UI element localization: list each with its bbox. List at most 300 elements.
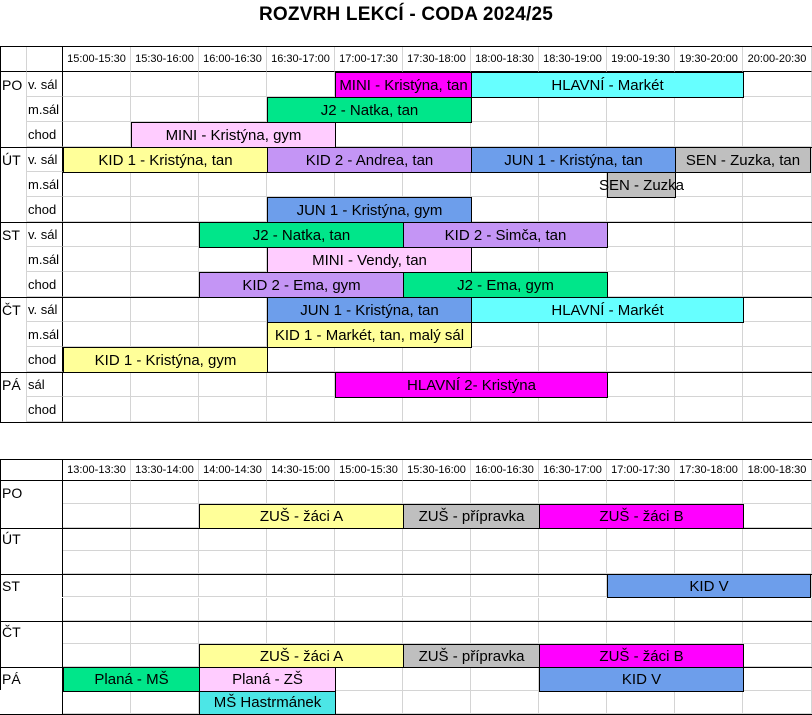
- section1-grid-cell: [131, 172, 199, 197]
- section2-grid-cell: [199, 528, 267, 551]
- section1-grid-cell: [471, 197, 539, 222]
- section2-grid-cell: [607, 621, 675, 644]
- section1-grid-cell: [199, 197, 267, 222]
- section1-time-header: 17:00-17:30: [335, 46, 403, 72]
- section2-row: [0, 574, 812, 597]
- section1-row: [0, 97, 812, 122]
- section2-time-header: 14:30-15:00: [267, 459, 335, 481]
- section1-grid-cell: [63, 97, 131, 122]
- section2-grid-cell: [403, 574, 471, 597]
- section1-grid-cell: [403, 397, 471, 422]
- section1-grid-cell: [63, 247, 131, 272]
- section2-day-label: [0, 598, 63, 621]
- section1-grid-cell: [199, 247, 267, 272]
- section1-grid-cell: [471, 397, 539, 422]
- section1-time-header: 19:00-19:30: [607, 46, 675, 72]
- section2-grid-cell: [335, 481, 403, 504]
- section1-grid-cell: [539, 322, 607, 347]
- section1-row: [0, 347, 812, 372]
- section1-grid-cell: [403, 122, 471, 147]
- section1-day-label: ST: [0, 222, 27, 247]
- section1-day-label: [0, 247, 27, 272]
- section1-grid-cell: [743, 347, 812, 372]
- section1-room-label: v. sál: [27, 297, 63, 322]
- section1-grid-cell: [539, 122, 607, 147]
- section2-grid-cell: [131, 644, 199, 667]
- section1-grid-cell: [607, 197, 675, 222]
- section2-grid-cell: [63, 691, 131, 714]
- section1-lesson-block[interactable]: KID 1 - Kristýna, tan: [63, 147, 268, 173]
- section2-grid-cell: [131, 528, 199, 551]
- section2-grid-cell: [675, 598, 743, 621]
- section2-grid-cell: [743, 667, 812, 690]
- section1-day-label: ČT: [0, 297, 27, 322]
- section1-lesson-block[interactable]: J2 - Natka, tan: [267, 97, 472, 123]
- section1-grid-cell: [675, 372, 743, 397]
- section1-time-header: 16:00-16:30: [199, 46, 267, 72]
- section1-grid-cell: [63, 397, 131, 422]
- section2-row: [0, 504, 812, 527]
- section1-grid-cell: [199, 397, 267, 422]
- section1-grid-cell: [199, 372, 267, 397]
- section2-grid-cell: [539, 528, 607, 551]
- section2-time-header: 14:00-14:30: [199, 459, 267, 481]
- section1-lesson-block[interactable]: KID 1 - Markét, tan, malý sál: [267, 322, 472, 348]
- section2-grid-cell: [471, 621, 539, 644]
- section1-day-label: PO: [0, 72, 27, 97]
- section1-day-label: [0, 322, 27, 347]
- section2-time-header: 13:00-13:30: [63, 459, 131, 481]
- section1-grid-cell: [607, 347, 675, 372]
- section1-grid-cell: [131, 222, 199, 247]
- section1-row: [0, 72, 812, 97]
- section1-grid-cell: [131, 97, 199, 122]
- section1-time-header: 18:30-19:00: [539, 46, 607, 72]
- section1-grid-cell: [63, 297, 131, 322]
- section2-grid-cell: [63, 644, 131, 667]
- section2-grid-cell: [131, 551, 199, 574]
- section1-grid-cell: [607, 247, 675, 272]
- section1-lesson-block[interactable]: HLAVNÍ - Markét: [471, 297, 744, 323]
- section2-grid-cell: [63, 528, 131, 551]
- section2-grid-cell: [403, 481, 471, 504]
- section1-grid-cell: [199, 297, 267, 322]
- section1-grid-cell: [539, 172, 607, 197]
- section1-grid-cell: [743, 297, 812, 322]
- section1-day-label: [0, 97, 27, 122]
- section1-lesson-block[interactable]: MINI - Vendy, tan: [267, 247, 472, 273]
- section1-grid-cell: [675, 172, 743, 197]
- section1-grid-cell: [267, 172, 335, 197]
- section2-header-row: [0, 459, 812, 481]
- section2-grid-cell: [63, 504, 131, 527]
- section2-grid-cell: [267, 481, 335, 504]
- section2-day-separator: [0, 621, 812, 622]
- section2-day-label: ÚT: [0, 528, 63, 551]
- section2-grid-cell: [131, 504, 199, 527]
- section1-grid-cell: [131, 197, 199, 222]
- section2-day-label: [0, 691, 63, 714]
- section2-time-header: 15:00-15:30: [335, 459, 403, 481]
- section1-grid-cell: [539, 247, 607, 272]
- section2-grid-cell: [471, 551, 539, 574]
- section1-lesson-block[interactable]: MINI - Kristýna, tan: [335, 72, 472, 98]
- section1-grid-cell: [63, 122, 131, 147]
- section2-grid-cell: [199, 481, 267, 504]
- section2-row: [0, 667, 812, 690]
- section2-corner-cell: [0, 459, 63, 481]
- section2-grid-cell: [675, 528, 743, 551]
- section1-grid-cell: [267, 72, 335, 97]
- section1-time-header: 16:30-17:00: [267, 46, 335, 72]
- section2-grid-cell: [131, 481, 199, 504]
- section1-grid-cell: [199, 72, 267, 97]
- section1-grid-cell: [63, 72, 131, 97]
- section2-grid-cell: [471, 667, 539, 690]
- section2-grid-cell: [471, 598, 539, 621]
- section1-lesson-block[interactable]: SEN - Zuzka, tan: [675, 147, 811, 173]
- section2-row: [0, 691, 812, 714]
- section2-grid-cell: [335, 621, 403, 644]
- section1-room-label: m.sál: [27, 172, 63, 197]
- section1-room-label: v. sál: [27, 72, 63, 97]
- section2-grid-cell: [539, 598, 607, 621]
- section1-grid-cell: [675, 122, 743, 147]
- section1-grid-cell: [607, 272, 675, 297]
- section2-grid-cell: [335, 598, 403, 621]
- section1-grid-cell: [675, 397, 743, 422]
- section1-room-label: chod: [27, 347, 63, 372]
- section1-grid-cell: [63, 322, 131, 347]
- section2-grid-cell: [403, 667, 471, 690]
- section1-lesson-block[interactable]: KID 1 - Kristýna, gym: [63, 347, 268, 373]
- section1-grid-cell: [743, 397, 812, 422]
- section2-grid-cell: [199, 551, 267, 574]
- section1-grid-cell: [131, 322, 199, 347]
- section2-lesson-block[interactable]: ZUŠ - žáci A: [199, 504, 404, 528]
- section1-grid-cell: [607, 322, 675, 347]
- section1-lesson-block[interactable]: HLAVNÍ - Markét: [471, 72, 744, 98]
- section2-row: [0, 528, 812, 551]
- page-title: ROZVRH LEKCÍ - CODA 2024/25: [259, 4, 553, 25]
- section1-grid-cell: [675, 247, 743, 272]
- section2-grid-cell: [539, 481, 607, 504]
- section1-grid-cell: [471, 172, 539, 197]
- section1-row: [0, 247, 812, 272]
- section2-grid-cell: [267, 574, 335, 597]
- section2-grid-cell: [675, 621, 743, 644]
- section1-grid-cell: [675, 97, 743, 122]
- section2-grid-cell: [267, 528, 335, 551]
- section1-grid-cell: [539, 347, 607, 372]
- section2-time-header: 16:00-16:30: [471, 459, 539, 481]
- section2-top-border: [0, 459, 812, 460]
- section1-room-label: chod: [27, 272, 63, 297]
- section2-grid-cell: [403, 621, 471, 644]
- section1-day-separator: [0, 422, 812, 423]
- section1-day-separator: [0, 222, 812, 223]
- section2-lesson-block[interactable]: ZUŠ - žáci B: [539, 504, 744, 528]
- section1-grid-cell: [607, 222, 675, 247]
- section2-grid-cell: [335, 551, 403, 574]
- section2-lesson-block[interactable]: Planá - ZŠ: [199, 667, 336, 691]
- section1-grid-cell: [63, 272, 131, 297]
- section2-grid-cell: [63, 621, 131, 644]
- section1-lesson-block[interactable]: SEN - Zuzka: [607, 172, 676, 198]
- section2-grid-cell: [63, 574, 131, 597]
- section1-lesson-block[interactable]: HLAVNÍ 2- Kristýna: [335, 372, 608, 398]
- section2-grid-cell: [675, 481, 743, 504]
- section2-grid-cell: [267, 621, 335, 644]
- section2-row: [0, 551, 812, 574]
- section2-grid-cell: [471, 574, 539, 597]
- section1-grid-cell: [131, 297, 199, 322]
- section2-lesson-block[interactable]: ZUŠ - žáci B: [539, 644, 744, 668]
- section1-time-header: 17:30-18:00: [403, 46, 471, 72]
- section1-lesson-block[interactable]: JUN 1 - Kristýna, tan: [267, 297, 472, 323]
- section2-day-label: [0, 644, 63, 667]
- section1-time-header: 20:00-20:30: [743, 46, 812, 72]
- section1-grid-cell: [199, 322, 267, 347]
- section1-time-header: 15:00-15:30: [63, 46, 131, 72]
- section1-row: [0, 172, 812, 197]
- section2-grid-cell: [607, 481, 675, 504]
- section1-grid-cell: [607, 397, 675, 422]
- section2-grid-cell: [675, 551, 743, 574]
- section1-grid-cell: [335, 347, 403, 372]
- section2-day-label: [0, 504, 63, 527]
- section1-lesson-block[interactable]: J2 - Natka, tan: [199, 222, 404, 248]
- section1-day-separator: [0, 297, 812, 298]
- section2-time-header: 17:30-18:00: [675, 459, 743, 481]
- section1-grid-cell: [743, 97, 812, 122]
- section2-time-header: 15:30-16:00: [403, 459, 471, 481]
- section2-grid-cell: [403, 598, 471, 621]
- section1-grid-cell: [675, 272, 743, 297]
- section1-grid-cell: [131, 72, 199, 97]
- section2-grid-cell: [743, 504, 812, 527]
- section1-grid-cell: [335, 397, 403, 422]
- section1-lesson-block[interactable]: MINI - Kristýna, gym: [131, 122, 336, 148]
- section1-grid-cell: [403, 172, 471, 197]
- section1-grid-cell: [199, 172, 267, 197]
- section1-grid-cell: [743, 322, 812, 347]
- section1-time-header: 15:30-16:00: [131, 46, 199, 72]
- section2-grid-cell: [539, 551, 607, 574]
- section1-grid-cell: [471, 322, 539, 347]
- section2-row: [0, 644, 812, 667]
- section1-day-label: ÚT: [0, 147, 27, 172]
- section1-grid-cell: [267, 397, 335, 422]
- section1-row: [0, 297, 812, 322]
- section2-grid-cell: [471, 528, 539, 551]
- section1-grid-cell: [607, 372, 675, 397]
- section1-grid-cell: [743, 122, 812, 147]
- section1-grid-cell: [131, 247, 199, 272]
- section1-day-label: [0, 347, 27, 372]
- section2-grid-cell: [471, 481, 539, 504]
- section2-grid-cell: [743, 598, 812, 621]
- section2-grid-cell: [131, 621, 199, 644]
- section1-grid-cell: [539, 197, 607, 222]
- section1-room-label: chod: [27, 122, 63, 147]
- section2-grid-cell: [743, 691, 812, 714]
- section2-day-separator: [0, 528, 812, 529]
- section1-lesson-block[interactable]: J2 - Ema, gym: [403, 272, 608, 298]
- section2-row: [0, 598, 812, 621]
- section2-grid-cell: [131, 598, 199, 621]
- section1-grid-cell: [131, 397, 199, 422]
- sheet-left-border: [0, 459, 1, 690]
- section2-grid-cell: [743, 481, 812, 504]
- section1-grid-cell: [267, 372, 335, 397]
- section2-grid-cell: [743, 644, 812, 667]
- section2-grid-cell: [675, 691, 743, 714]
- section1-grid-cell: [743, 72, 812, 97]
- section2-grid-cell: [403, 691, 471, 714]
- section1-room-label: sál: [27, 372, 63, 397]
- section1-row: [0, 322, 812, 347]
- section2-grid-cell: [471, 691, 539, 714]
- section2-lesson-block[interactable]: MŠ Hastrmánek: [199, 691, 336, 715]
- section2-time-header: 18:00-18:30: [743, 459, 812, 481]
- section1-header-row: [0, 46, 812, 72]
- section1-day-separator: [0, 147, 812, 148]
- section1-grid-cell: [607, 97, 675, 122]
- section2-grid-cell: [743, 528, 812, 551]
- section1-grid-cell: [63, 172, 131, 197]
- sheet-left-border: [0, 46, 1, 422]
- section2-day-label: [0, 551, 63, 574]
- section1-day-label: PÁ: [0, 372, 27, 397]
- section2-grid-cell: [539, 621, 607, 644]
- section1-row: [0, 122, 812, 147]
- section1-day-label: [0, 172, 27, 197]
- section1-time-header: 19:30-20:00: [675, 46, 743, 72]
- section1-row: [0, 222, 812, 247]
- section2-lesson-block[interactable]: ZUŠ - přípravka: [403, 644, 540, 668]
- section2-day-label: PÁ: [0, 667, 63, 690]
- section2-time-header: 16:30-17:00: [539, 459, 607, 481]
- section1-grid-cell: [199, 97, 267, 122]
- section1-grid-cell: [471, 97, 539, 122]
- section2-lesson-block[interactable]: KID V: [539, 667, 744, 691]
- section2-grid-cell: [63, 551, 131, 574]
- section2-grid-cell: [403, 528, 471, 551]
- section1-grid-cell: [743, 197, 812, 222]
- section1-grid-cell: [335, 172, 403, 197]
- section2-day-label: ČT: [0, 621, 63, 644]
- section1-row: [0, 272, 812, 297]
- section1-lesson-block[interactable]: KID 2 - Simča, tan: [403, 222, 608, 248]
- section1-day-separator: [0, 372, 812, 373]
- section1-day-label: [0, 122, 27, 147]
- section1-lesson-block[interactable]: JUN 1 - Kristýna, gym: [267, 197, 472, 223]
- section2-grid-cell: [743, 551, 812, 574]
- section1-room-label: m.sál: [27, 322, 63, 347]
- section1-grid-cell: [63, 372, 131, 397]
- section2-grid-cell: [539, 574, 607, 597]
- section1-grid-cell: [403, 347, 471, 372]
- section1-time-header: 18:00-18:30: [471, 46, 539, 72]
- section1-row: [0, 397, 812, 422]
- section2-grid-cell: [199, 598, 267, 621]
- section2-lesson-block[interactable]: ZUŠ - žáci A: [199, 644, 404, 668]
- section2-grid-cell: [403, 551, 471, 574]
- section1-grid-cell: [63, 197, 131, 222]
- section2-grid-cell: [607, 528, 675, 551]
- section2-day-label: ST: [0, 574, 63, 597]
- section1-row: [0, 147, 812, 172]
- section1-grid-cell: [743, 372, 812, 397]
- section1-corner-cell: [0, 46, 27, 72]
- section1-room-label: chod: [27, 197, 63, 222]
- section2-grid-cell: [743, 621, 812, 644]
- section1-grid-cell: [743, 172, 812, 197]
- section1-row: [0, 197, 812, 222]
- section2-grid-cell: [335, 691, 403, 714]
- section1-grid-cell: [539, 397, 607, 422]
- section2-lesson-block[interactable]: ZUŠ - přípravka: [403, 504, 540, 528]
- section1-grid-cell: [63, 222, 131, 247]
- section1-corner-cell-2: [27, 46, 63, 72]
- section1-top-border: [0, 46, 812, 47]
- section1-room-label: v. sál: [27, 147, 63, 172]
- section2-lesson-block[interactable]: KID V: [607, 574, 811, 598]
- section1-grid-cell: [471, 347, 539, 372]
- section2-grid-cell: [607, 691, 675, 714]
- section1-room-label: chod: [27, 397, 63, 422]
- section1-grid-cell: [675, 222, 743, 247]
- section2-time-header: 13:30-14:00: [131, 459, 199, 481]
- section2-grid-cell: [607, 551, 675, 574]
- section2-grid-cell: [199, 621, 267, 644]
- section1-day-label: [0, 197, 27, 222]
- section1-day-label: [0, 272, 27, 297]
- section1-lesson-block[interactable]: KID 2 - Ema, gym: [199, 272, 404, 298]
- section1-grid-cell: [743, 222, 812, 247]
- section2-day-separator: [0, 574, 812, 575]
- section1-grid-cell: [471, 122, 539, 147]
- section1-grid-cell: [675, 197, 743, 222]
- section1-day-label: [0, 397, 27, 422]
- section2-row: [0, 481, 812, 504]
- section1-row: [0, 372, 812, 397]
- section1-grid-cell: [131, 372, 199, 397]
- section2-grid-cell: [335, 667, 403, 690]
- section1-grid-cell: [675, 347, 743, 372]
- section1-grid-cell: [267, 347, 335, 372]
- section1-grid-cell: [743, 247, 812, 272]
- section1-grid-cell: [539, 97, 607, 122]
- section2-grid-cell: [63, 598, 131, 621]
- section2-grid-cell: [131, 574, 199, 597]
- section2-row: [0, 621, 812, 644]
- section2-grid-cell: [267, 598, 335, 621]
- section1-lesson-block[interactable]: KID 2 - Andrea, tan: [267, 147, 472, 173]
- section2-grid-cell: [539, 691, 607, 714]
- section1-grid-cell: [471, 247, 539, 272]
- section1-grid-cell: [131, 272, 199, 297]
- section2-grid-cell: [63, 481, 131, 504]
- section2-lesson-block[interactable]: Planá - MŠ: [63, 667, 200, 691]
- section2-time-header: 17:00-17:30: [607, 459, 675, 481]
- section2-grid-cell: [335, 574, 403, 597]
- section1-room-label: v. sál: [27, 222, 63, 247]
- section2-grid-cell: [267, 551, 335, 574]
- section2-day-separator: [0, 667, 812, 668]
- section1-lesson-block[interactable]: JUN 1 - Kristýna, tan: [471, 147, 676, 173]
